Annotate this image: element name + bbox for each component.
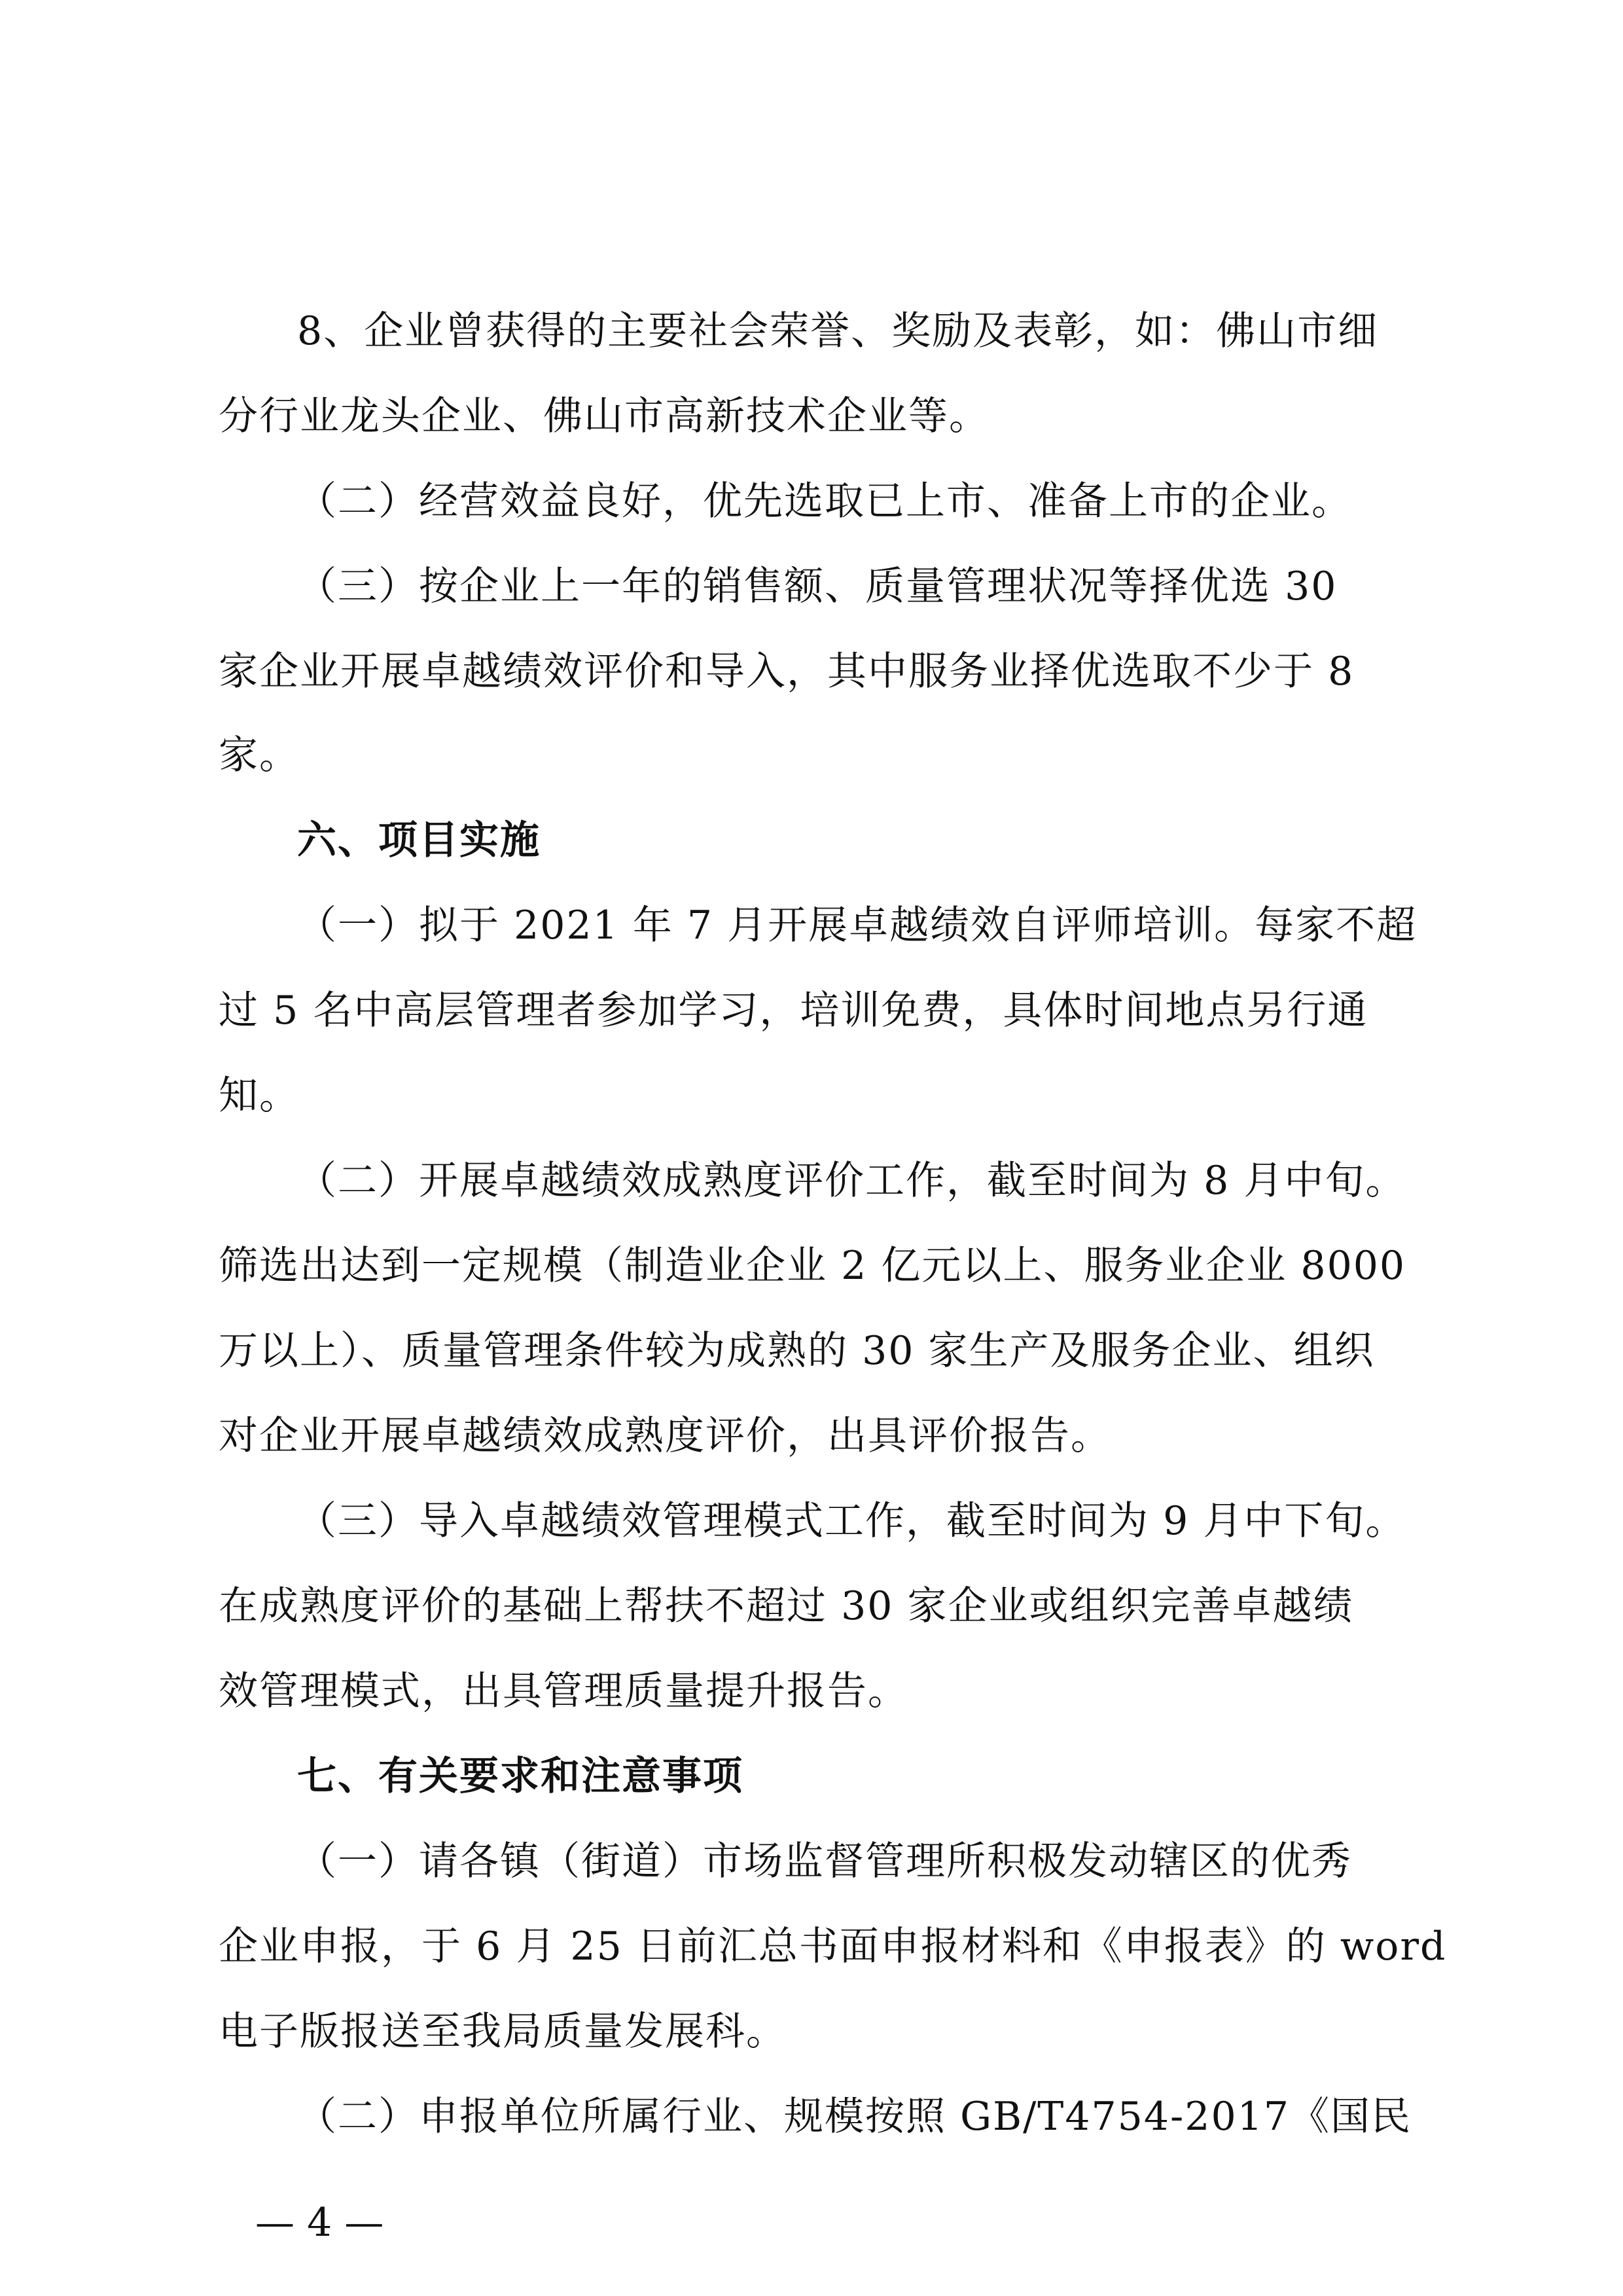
text-line: 对企业开展卓越绩效成熟度评价，出具评价报告。 [219,1413,1111,1459]
text-line: 在成熟度评价的基础上帮扶不超过 30 家企业或组织完善卓越绩 [219,1583,1354,1629]
text-line: （三）按企业上一年的销售额、质量管理状况等择优选 30 [297,564,1338,609]
text-line: 分行业龙头企业、佛山市高新技术企业等。 [219,393,990,439]
text-line: 知。 [219,1073,300,1119]
text-line: 企业申报，于 6 月 25 日前汇总书面申报材料和《申报表》的 word [219,1924,1447,1969]
text-line: 家。 [219,732,300,778]
text-line: 筛选出达到一定规模（制造业企业 2 亿元以上、服务业企业 8000 [219,1243,1406,1289]
text-line: 万以上）、质量管理条件较为成熟的 30 家生产及服务企业、组织 [219,1328,1375,1374]
text-line: （二）经营效益良好，优先选取已上市、准备上市的企业。 [297,478,1352,524]
text-line: 家企业开展卓越绩效评价和导入，其中服务业择优选取不少于 8 [219,649,1355,694]
section-heading: 七、有关要求和注意事项 [297,1753,743,1799]
section-heading: 六、项目实施 [297,817,541,863]
text-line: （二）申报单位所属行业、规模按照 GB/T4754-2017《国民 [297,2094,1412,2140]
text-line: （一）请各镇（街道）市场监督管理所积极发动辖区的优秀 [297,1839,1352,1884]
text-line: （二）开展卓越绩效成熟度评价工作，截至时间为 8 月中旬。 [297,1158,1406,1204]
text-line: 电子版报送至我局质量发展科。 [219,2009,787,2054]
text-line: （三）导入卓越绩效管理模式工作，截至时间为 9 月中下旬。 [297,1498,1406,1544]
text-line: 效管理模式，出具管理质量提升报告。 [219,1668,908,1714]
text-line: 8、企业曾获得的主要社会荣誉、奖励及表彰，如：佛山市细 [297,308,1379,354]
text-line: 过 5 名中高层管理者参加学习，培训免费，具体时间地点另行通 [219,988,1368,1033]
text-line: （一）拟于 2021 年 7 月开展卓越绩效自评师培训。每家不超 [297,903,1418,948]
page-number: — 4 — [255,2200,384,2246]
